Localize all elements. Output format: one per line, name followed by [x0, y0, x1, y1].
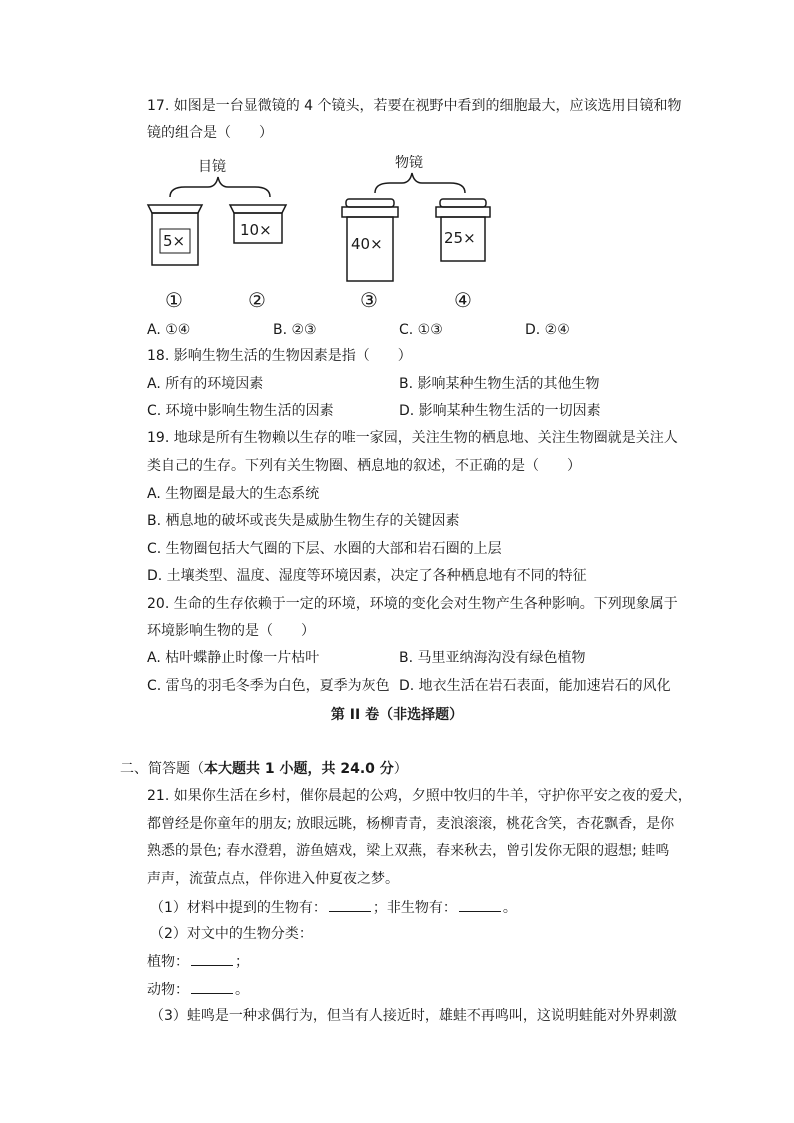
q17-option-a: A. ①④	[147, 322, 191, 338]
q18-option-d: D. 影响某种生物生活的一切因素	[399, 403, 601, 419]
q18-option-c: C. 环境中影响生物生活的因素	[147, 403, 334, 419]
q19-option-d: D. 土壤类型、温度、湿度等环境因素，决定了各种栖息地有不同的特征	[147, 568, 587, 584]
lens-2-magnification: 10×	[240, 221, 272, 239]
eyepiece-brace	[170, 177, 270, 197]
q18-option-a: A. 所有的环境因素	[147, 376, 264, 392]
q21-sub1	[150, 897, 517, 918]
lens-1	[148, 205, 202, 312]
q20-option-c: C. 雷鸟的羽毛冬季为白色，夏季为灰色	[147, 678, 390, 694]
q21-plants-line	[147, 951, 249, 972]
q21-animals-line	[147, 979, 249, 1000]
section2-heading	[120, 759, 408, 779]
lens-4-number: ④	[454, 288, 472, 312]
microscope-lenses-figure	[140, 155, 500, 315]
q19-stem-line1: 19. 地球是所有生物赖以生存的唯一家园，关注生物的栖息地、关注生物圈就是关注人	[147, 430, 678, 446]
lens-4	[436, 199, 490, 312]
q21-text-line2: 都曾经是你童年的朋友; 放眼远眺，杨柳青青，麦浪滚滚，桃花含笑，杏花飘香，是你	[147, 816, 675, 832]
lens-2-number: ②	[248, 288, 266, 312]
q19-option-a: A. 生物圈是最大的生态系统	[147, 486, 320, 502]
lens-3	[342, 199, 398, 312]
q21-blank-organisms	[329, 897, 371, 912]
q21-sub1-part-a: （1）材料中提到的生物有：	[150, 900, 327, 916]
q17-option-d: D. ②④	[525, 322, 570, 338]
q21-sub2: （2）对文中的生物分类：	[150, 926, 313, 942]
q19-option-c: C. 生物圈包括大气圈的下层、水圈的大部和岩石圈的上层	[147, 541, 502, 557]
q19-stem-line2: 类自己的生存。下列有关生物圈、栖息地的叙述，不正确的是（ ）	[147, 458, 581, 474]
objective-brace	[375, 173, 465, 193]
q20-stem-line2: 环境影响生物的是（ ）	[147, 623, 315, 639]
q21-plants-label: 植物：	[147, 954, 189, 970]
q21-animals-label: 动物：	[147, 982, 189, 998]
q20-option-a: A. 枯叶蝶静止时像一片枯叶	[147, 650, 320, 666]
eyepiece-label: 目镜	[198, 159, 226, 175]
q21-sub3: （3）蛙鸣是一种求偶行为，但当有人接近时，雄蛙不再鸣叫，这说明蛙能对外界刺激	[150, 1008, 677, 1024]
lens-2	[230, 205, 286, 312]
q18-option-b: B. 影响某种生物生活的其他生物	[399, 376, 600, 392]
q21-text-line4: 声声，流萤点点，伴你进入仲夏夜之梦。	[147, 871, 399, 887]
section2-heading-prefix: 二、简答题（	[120, 761, 204, 777]
q21-sub1-part-c: 。	[502, 900, 517, 916]
lens-4-magnification: 25×	[444, 229, 476, 247]
q21-text-line1: 21. 如果你生活在乡村，催你晨起的公鸡，夕照中牧归的牛羊，守护你平安之夜的爱犬，	[147, 788, 692, 804]
q21-text-line3: 熟悉的景色; 春水澄碧，游鱼嬉戏，梁上双燕，春来秋去，曾引发你无限的遐想; 蛙鸣	[147, 843, 670, 859]
part2-title: 第 II 卷（非选择题）	[330, 707, 464, 723]
lens-3-magnification: 40×	[351, 235, 383, 253]
section2-heading-suffix: ）	[393, 761, 408, 777]
section2-heading-bold: 本大题共 1 小题，共 24.0 分	[204, 761, 394, 777]
q21-sub1-part-b: ；非生物有：	[372, 900, 457, 916]
lens-3-number: ③	[360, 288, 378, 312]
q17-stem-line1: 17. 如图是一台显微镜的 4 个镜头，若要在视野中看到的细胞最大，应该选用目镜和物	[147, 98, 682, 114]
q21-plants-end: ；	[235, 954, 249, 970]
q21-animals-end: 。	[235, 982, 249, 998]
q20-option-b: B. 马里亚纳海沟没有绿色植物	[399, 650, 586, 666]
q19-option-b: B. 栖息地的破坏或丧失是威胁生物生存的关键因素	[147, 513, 460, 529]
q21-blank-plants	[191, 951, 233, 966]
q18-stem: 18. 影响生物生活的生物因素是指（ ）	[147, 348, 412, 364]
q21-blank-animals	[191, 979, 233, 994]
lens-1-magnification: 5×	[163, 232, 186, 250]
q20-option-d: D. 地衣生活在岩石表面，能加速岩石的风化	[399, 678, 671, 694]
objective-label: 物镜	[395, 155, 423, 171]
q21-blank-nonliving	[459, 897, 501, 912]
lens-1-number: ①	[165, 288, 183, 312]
q20-stem-line1: 20. 生命的生存依赖于一定的环境，环境的变化会对生物产生各种影响。下列现象属于	[147, 596, 678, 612]
q17-stem-line2: 镜的组合是（ ）	[147, 125, 273, 141]
q17-option-c: C. ①③	[399, 322, 443, 338]
q17-option-b: B. ②③	[273, 322, 317, 338]
